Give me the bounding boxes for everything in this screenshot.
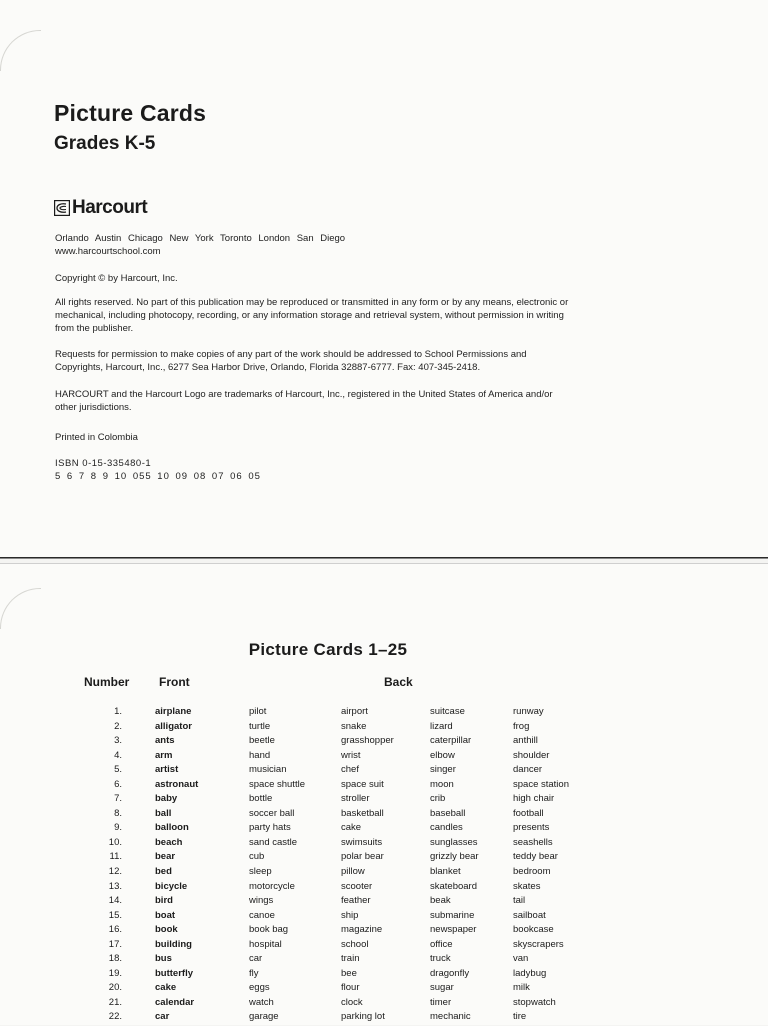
card-back-word: tail — [513, 895, 526, 907]
card-number: 8. — [114, 807, 122, 819]
card-back-word: singer — [430, 764, 456, 776]
card-back-word: football — [513, 807, 544, 819]
card-number: 5. — [114, 764, 122, 776]
card-back-word: timer — [430, 996, 452, 1008]
publisher-name: Harcourt — [72, 197, 148, 218]
card-back-word: book bag — [249, 924, 289, 936]
card-front-word: balloon — [155, 822, 189, 834]
card-back-word: sleep — [249, 866, 272, 878]
card-back-word: polar bear — [341, 851, 384, 863]
isbn: ISBN 0-15-335480-1 — [55, 458, 152, 469]
card-front-word: bear — [155, 851, 176, 863]
card-back-word: space shuttle — [249, 778, 305, 790]
card-back-word: suitcase — [430, 706, 465, 717]
card-number: 13. — [108, 880, 122, 892]
card-number: 16. — [108, 924, 122, 936]
card-back-word: skates — [513, 880, 541, 892]
card-back-word: stroller — [341, 793, 370, 805]
card-number: 4. — [114, 749, 122, 761]
card-back-word: office — [430, 938, 453, 950]
card-back-word: submarine — [430, 909, 475, 921]
table-row — [0, 910, 768, 925]
card-back-word: feather — [341, 895, 371, 907]
table-row — [0, 851, 768, 866]
card-back-word: scooter — [341, 880, 373, 892]
card-back-word: flour — [341, 982, 360, 994]
card-front-word: alligator — [155, 720, 192, 732]
card-back-word: hand — [249, 749, 271, 761]
table-row — [0, 968, 768, 983]
card-back-word: motorcycle — [249, 880, 295, 892]
card-back-word: crib — [430, 793, 446, 805]
card-back-word: garage — [249, 1011, 279, 1023]
card-back-word: bedroom — [513, 866, 551, 878]
card-back-word: beak — [430, 895, 451, 907]
table-row — [0, 764, 768, 779]
trademark-statement: HARCOURT and the Harcourt Logo are trademarks of Harcourt, Inc., registered in the United States of America and/or other jurisdictions. — [55, 389, 553, 413]
card-back-word: runway — [513, 706, 544, 717]
card-back-word: wrist — [341, 749, 361, 761]
page-corner — [0, 588, 41, 629]
card-front-word: astronaut — [155, 778, 199, 790]
card-front-word: bed — [155, 866, 172, 878]
harcourt-logo-icon — [54, 200, 70, 216]
column-header-number: Number — [84, 675, 130, 689]
card-back-word: skateboard — [430, 880, 478, 892]
card-back-word: moon — [430, 778, 454, 790]
card-back-word: watch — [249, 996, 274, 1008]
table-row — [0, 939, 768, 954]
card-back-word: wings — [249, 895, 274, 907]
card-back-word: pilot — [249, 706, 267, 717]
card-number: 21. — [108, 996, 122, 1008]
printed-location: Printed in Colombia — [55, 432, 138, 443]
card-back-word: space suit — [341, 778, 384, 790]
card-front-word: bicycle — [155, 880, 188, 892]
card-list-table — [0, 706, 768, 1026]
card-front-word: arm — [155, 749, 173, 761]
card-front-word: bird — [155, 895, 173, 907]
card-front-word: boat — [155, 909, 176, 921]
card-back-word: sunglasses — [430, 836, 478, 848]
table-row — [0, 779, 768, 794]
card-back-word: grasshopper — [341, 735, 394, 747]
card-front-word: calendar — [155, 996, 195, 1008]
card-front-word: car — [155, 1011, 170, 1023]
card-back-word: eggs — [249, 982, 270, 994]
column-header-front: Front — [159, 675, 190, 689]
print-line: 5 6 7 8 9 10 055 10 09 08 07 06 05 — [55, 471, 261, 482]
card-front-word: beach — [155, 836, 183, 848]
column-header-back: Back — [384, 675, 413, 689]
card-back-word: hospital — [249, 938, 282, 950]
card-front-word: ball — [155, 807, 172, 819]
rights-statement: All rights reserved. No part of this publication may be reproduced or transmitted in any form or by any means, electronic or mechanical, including photocopy, recording, or any information storage and retrieval system, without permission in writing from the publisher. — [55, 297, 569, 334]
card-number: 20. — [108, 982, 122, 994]
table-row — [0, 706, 768, 721]
card-back-word: truck — [430, 953, 451, 965]
card-back-word: bee — [341, 967, 357, 979]
card-back-word: caterpillar — [430, 735, 472, 747]
card-back-word: magazine — [341, 924, 383, 936]
card-front-word: building — [155, 938, 192, 950]
card-back-word: basketball — [341, 807, 384, 819]
card-number: 9. — [114, 822, 122, 834]
page-corner — [0, 30, 41, 71]
card-back-word: ship — [341, 909, 359, 921]
grade-subtitle: Grades K-5 — [54, 133, 156, 154]
card-back-word: dragonfly — [430, 967, 470, 979]
card-back-word: blanket — [430, 866, 461, 878]
card-number: 17. — [108, 938, 122, 950]
card-back-word: skyscrapers — [513, 938, 564, 950]
card-number: 12. — [108, 866, 122, 878]
table-row — [0, 866, 768, 881]
card-back-word: baseball — [430, 807, 466, 819]
card-back-word: frog — [513, 720, 530, 732]
card-list-page — [0, 563, 768, 1025]
card-front-word: airplane — [155, 706, 192, 717]
card-back-word: milk — [513, 982, 530, 994]
publisher-cities: Orlando Austin Chicago New York Toronto London San Diego — [55, 233, 346, 244]
card-back-word: party hats — [249, 822, 291, 834]
card-front-word: bus — [155, 953, 172, 965]
card-number: 15. — [108, 909, 122, 921]
table-row — [0, 953, 768, 968]
card-number: 1. — [114, 706, 122, 717]
card-number: 6. — [114, 778, 122, 790]
card-back-word: ladybug — [513, 967, 547, 979]
permissions-statement: Requests for permission to make copies of any part of the work should be addressed to School Permissions and Copyrights, Harcourt, Inc., 6277 Sea Harbor Drive, Orlando, Florida 32887-6777. Fax: 407-345-2418. — [55, 349, 527, 373]
card-back-word: space station — [513, 778, 569, 790]
table-row — [0, 721, 768, 736]
card-back-word: anthill — [513, 735, 538, 747]
card-back-word: sugar — [430, 982, 454, 994]
card-number: 19. — [108, 967, 122, 979]
publisher-website: www.harcourtschool.com — [55, 246, 161, 257]
card-number: 7. — [114, 793, 122, 805]
table-row — [0, 982, 768, 997]
table-row — [0, 837, 768, 852]
table-row — [0, 750, 768, 765]
card-front-word: baby — [155, 793, 178, 805]
card-back-word: swimsuits — [341, 836, 383, 848]
card-number: 2. — [114, 720, 122, 732]
card-list-title: Picture Cards 1–25 — [248, 640, 408, 659]
card-number: 14. — [108, 895, 122, 907]
card-back-word: high chair — [513, 793, 555, 805]
card-front-word: butterfly — [155, 967, 193, 979]
card-front-word: ants — [155, 735, 175, 747]
card-back-word: tire — [513, 1011, 527, 1023]
card-back-word: parking lot — [341, 1011, 385, 1023]
card-back-word: seashells — [513, 836, 553, 848]
card-back-word: newspaper — [430, 924, 477, 936]
card-back-word: cub — [249, 851, 265, 863]
copyright-notice: Copyright © by Harcourt, Inc. — [55, 273, 178, 284]
card-front-word: book — [155, 924, 178, 936]
card-back-word: turtle — [249, 720, 271, 732]
table-row — [0, 822, 768, 837]
card-back-word: train — [341, 953, 360, 965]
card-front-word: artist — [155, 764, 179, 776]
card-back-word: sand castle — [249, 836, 298, 848]
card-back-word: soccer ball — [249, 807, 295, 819]
card-back-word: cake — [341, 822, 362, 834]
card-back-word: musician — [249, 764, 287, 776]
card-back-word: stopwatch — [513, 996, 556, 1008]
card-number: 3. — [114, 735, 122, 747]
card-back-word: presents — [513, 822, 550, 834]
card-back-word: bookcase — [513, 924, 554, 936]
card-back-word: pillow — [341, 866, 365, 878]
card-back-word: grizzly bear — [430, 851, 479, 863]
card-back-word: elbow — [430, 749, 455, 761]
card-back-word: airport — [341, 706, 368, 717]
card-back-word: candles — [430, 822, 463, 834]
table-row — [0, 924, 768, 939]
card-number: 18. — [108, 953, 122, 965]
card-back-word: snake — [341, 720, 367, 732]
publisher-logo — [54, 197, 147, 219]
card-number: 22. — [108, 1011, 122, 1023]
card-number: 10. — [108, 836, 122, 848]
card-number: 11. — [109, 851, 122, 863]
card-back-word: mechanic — [430, 1011, 471, 1023]
card-back-word: dancer — [513, 764, 543, 776]
card-back-word: canoe — [249, 909, 275, 921]
card-back-word: van — [513, 953, 529, 965]
card-back-word: school — [341, 938, 369, 950]
table-row — [0, 997, 768, 1012]
card-back-word: sailboat — [513, 909, 546, 921]
card-back-word: chef — [341, 764, 359, 776]
card-back-word: beetle — [249, 735, 275, 747]
page-title: Picture Cards — [54, 100, 207, 126]
card-front-word: cake — [155, 982, 177, 994]
table-row — [0, 895, 768, 910]
card-back-word: fly — [249, 967, 259, 979]
card-back-word: teddy bear — [513, 851, 558, 863]
card-back-word: lizard — [430, 720, 453, 732]
table-row — [0, 735, 768, 750]
table-row — [0, 881, 768, 896]
card-back-word: shoulder — [513, 749, 550, 761]
table-row — [0, 808, 768, 823]
card-back-word: clock — [341, 996, 363, 1008]
card-back-word: car — [249, 953, 263, 965]
table-row — [0, 793, 768, 808]
card-back-word: bottle — [249, 793, 273, 805]
